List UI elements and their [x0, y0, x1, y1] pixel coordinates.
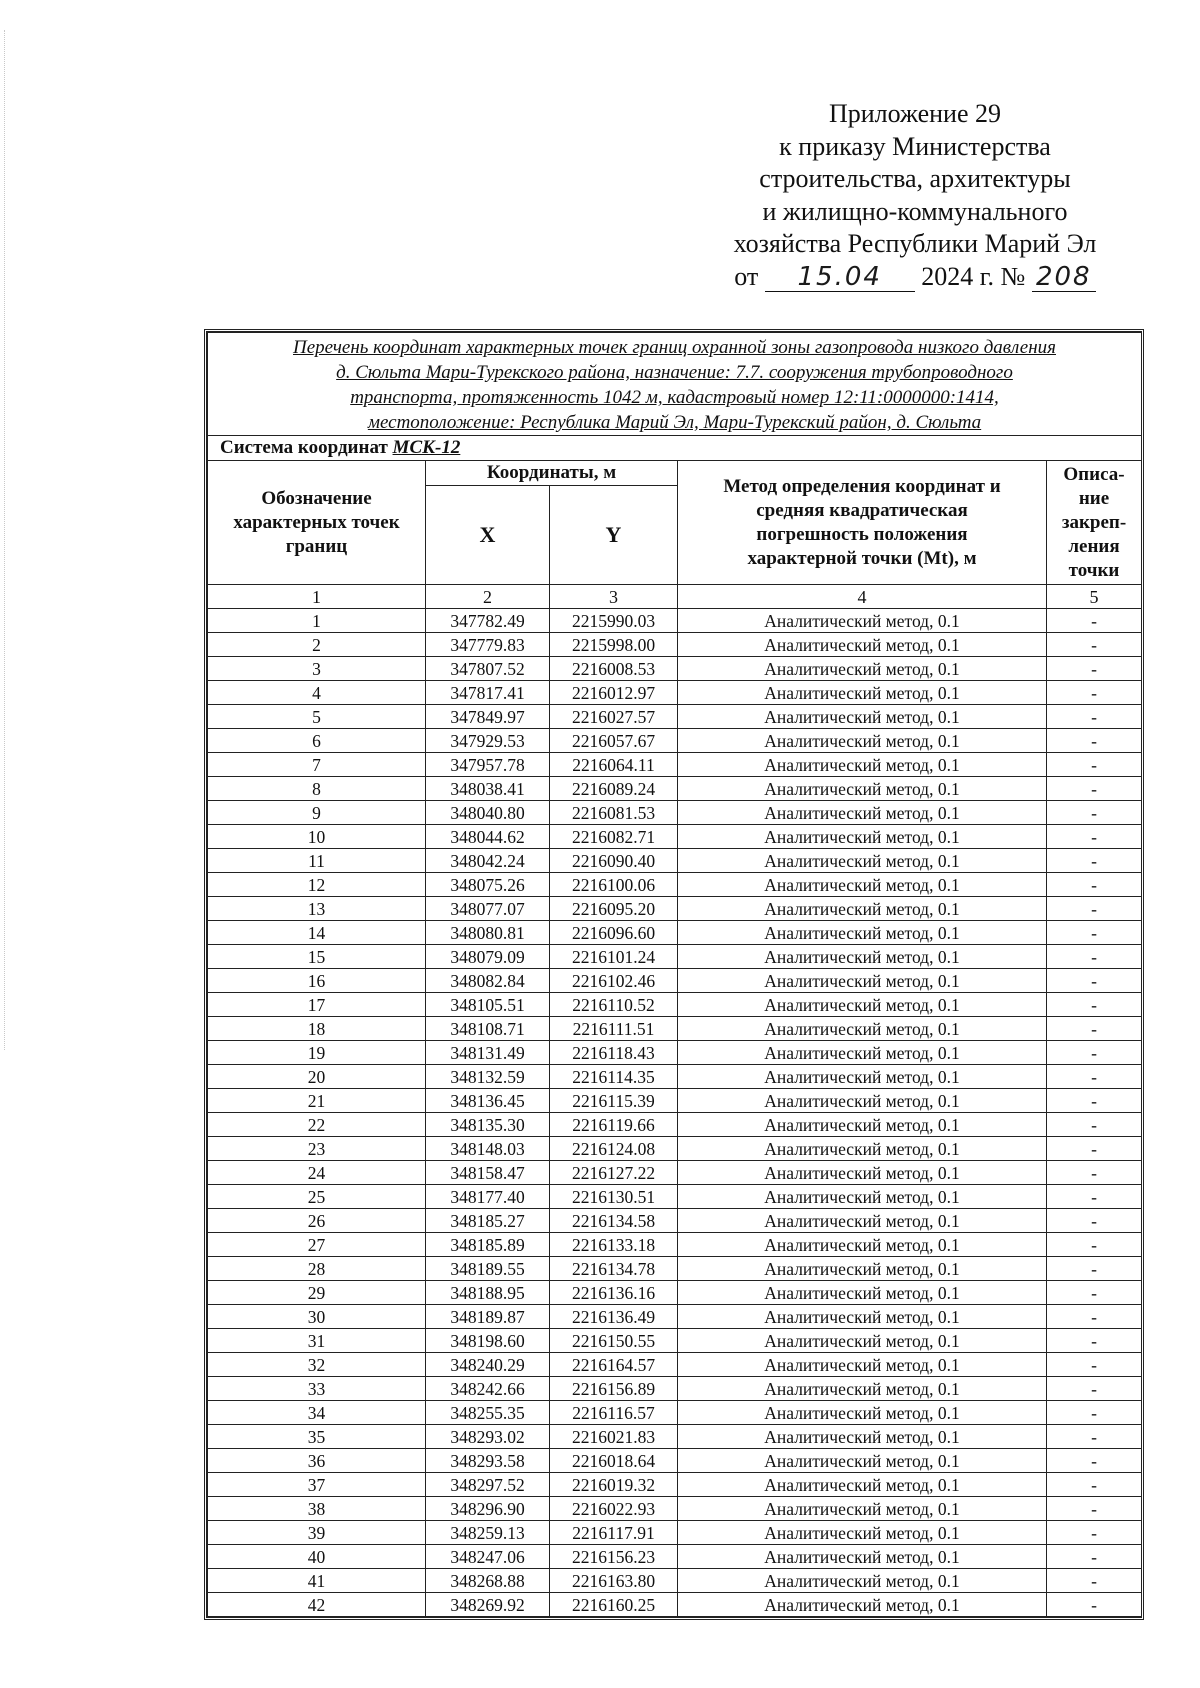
y-coordinate-cell: 2216124.08	[550, 1137, 678, 1161]
coordinates-table	[207, 332, 1142, 1617]
y-coordinate-cell: 2216111.51	[550, 1017, 678, 1041]
description-cell: -	[1047, 657, 1142, 681]
y-coordinate-cell: 2216090.40	[550, 849, 678, 873]
description-cell: -	[1047, 1233, 1142, 1257]
description-cell: -	[1047, 1329, 1142, 1353]
method-cell: Аналитический метод, 0.1	[678, 1497, 1047, 1521]
y-coordinate-cell: 2216012.97	[550, 681, 678, 705]
method-cell: Аналитический метод, 0.1	[678, 1569, 1047, 1593]
method-cell: Аналитический метод, 0.1	[678, 633, 1047, 657]
x-coordinate-cell: 348242.66	[426, 1377, 550, 1401]
description-cell: -	[1047, 1569, 1142, 1593]
x-coordinate-cell: 348080.81	[426, 921, 550, 945]
x-coordinate-cell: 348040.80	[426, 801, 550, 825]
y-coordinate-cell: 2216089.24	[550, 777, 678, 801]
y-coordinate-cell: 2215998.00	[550, 633, 678, 657]
y-coordinate-cell: 2216133.18	[550, 1233, 678, 1257]
x-coordinate-cell: 347807.52	[426, 657, 550, 681]
x-coordinate-cell: 348240.29	[426, 1353, 550, 1377]
description-cell: -	[1047, 825, 1142, 849]
description-cell: -	[1047, 1353, 1142, 1377]
table-row	[208, 969, 1142, 993]
method-cell: Аналитический метод, 0.1	[678, 993, 1047, 1017]
point-designation-header: Обозначение характерных точек границ	[208, 461, 426, 585]
table-row	[208, 945, 1142, 969]
column-index: 1	[208, 585, 426, 609]
table-row	[208, 1521, 1142, 1545]
header-line: Приложение 29	[828, 99, 1002, 128]
point-id-cell: 1	[208, 609, 426, 633]
table-row	[208, 1041, 1142, 1065]
x-coordinate-cell: 347779.83	[426, 633, 550, 657]
y-coordinate-cell: 2216114.35	[550, 1065, 678, 1089]
method-cell: Аналитический метод, 0.1	[678, 705, 1047, 729]
x-coordinate-cell: 348296.90	[426, 1497, 550, 1521]
x-coordinate-cell: 348293.02	[426, 1425, 550, 1449]
table-row	[208, 1329, 1142, 1353]
description-cell: -	[1047, 1161, 1142, 1185]
method-cell: Аналитический метод, 0.1	[678, 1425, 1047, 1449]
description-cell: -	[1047, 1257, 1142, 1281]
x-coordinate-cell: 348177.40	[426, 1185, 550, 1209]
description-cell: -	[1047, 1305, 1142, 1329]
point-id-cell: 32	[208, 1353, 426, 1377]
description-cell: -	[1047, 1113, 1142, 1137]
method-cell: Аналитический метод, 0.1	[678, 1137, 1047, 1161]
point-id-cell: 7	[208, 753, 426, 777]
method-header: Метод определения координат и средняя квадратическая погрешность положения характерной точки (Mt), м	[678, 461, 1047, 585]
table-caption	[208, 333, 1142, 436]
method-cell: Аналитический метод, 0.1	[678, 969, 1047, 993]
header-line: хозяйства Республики Марий Эл	[733, 229, 1097, 258]
point-id-cell: 9	[208, 801, 426, 825]
table-row	[208, 1137, 1142, 1161]
y-coordinate-cell: 2216100.06	[550, 873, 678, 897]
method-cell: Аналитический метод, 0.1	[678, 945, 1047, 969]
y-coordinate-cell: 2216082.71	[550, 825, 678, 849]
description-cell: -	[1047, 1473, 1142, 1497]
handwritten-date: 15.04	[765, 263, 915, 292]
description-cell: -	[1047, 873, 1142, 897]
x-coordinate-cell: 348189.55	[426, 1257, 550, 1281]
description-cell: -	[1047, 921, 1142, 945]
header-line: и жилищно-коммунального	[762, 196, 1068, 226]
method-cell: Аналитический метод, 0.1	[678, 1329, 1047, 1353]
description-cell: -	[1047, 753, 1142, 777]
x-coordinate-cell: 348247.06	[426, 1545, 550, 1569]
method-cell: Аналитический метод, 0.1	[678, 729, 1047, 753]
y-coordinate-cell: 2216160.25	[550, 1593, 678, 1617]
method-cell: Аналитический метод, 0.1	[678, 1065, 1047, 1089]
method-cell: Аналитический метод, 0.1	[678, 1257, 1047, 1281]
table-row	[208, 873, 1142, 897]
table-row	[208, 1065, 1142, 1089]
y-coordinate-cell: 2216117.91	[550, 1521, 678, 1545]
description-cell: -	[1047, 1185, 1142, 1209]
coordinates-header: Координаты, м	[426, 461, 678, 486]
coordinate-system-row	[208, 436, 1142, 461]
y-coordinate-cell: 2216134.58	[550, 1209, 678, 1233]
coordinate-system-value: МСК-12	[392, 437, 461, 458]
x-coordinate-cell: 348185.89	[426, 1233, 550, 1257]
point-id-cell: 28	[208, 1257, 426, 1281]
table-row	[208, 753, 1142, 777]
table-row	[208, 1593, 1142, 1617]
description-cell: -	[1047, 1545, 1142, 1569]
method-cell: Аналитический метод, 0.1	[678, 825, 1047, 849]
point-description-header: Описа- ние закреп- ления точки	[1047, 461, 1142, 585]
x-coordinate-cell: 348077.07	[426, 897, 550, 921]
table-row	[208, 1113, 1142, 1137]
table-row	[208, 681, 1142, 705]
description-cell: -	[1047, 633, 1142, 657]
point-id-cell: 37	[208, 1473, 426, 1497]
point-id-cell: 4	[208, 681, 426, 705]
y-coordinate-cell: 2216110.52	[550, 993, 678, 1017]
table-row	[208, 777, 1142, 801]
y-coordinate-cell: 2216096.60	[550, 921, 678, 945]
method-cell: Аналитический метод, 0.1	[678, 1185, 1047, 1209]
point-id-cell: 2	[208, 633, 426, 657]
column-index-row	[208, 585, 1142, 609]
x-coordinate-cell: 347817.41	[426, 681, 550, 705]
table-row	[208, 1089, 1142, 1113]
description-cell: -	[1047, 1137, 1142, 1161]
description-cell: -	[1047, 1089, 1142, 1113]
point-id-cell: 8	[208, 777, 426, 801]
description-cell: -	[1047, 1593, 1142, 1617]
y-coordinate-cell: 2216136.16	[550, 1281, 678, 1305]
column-index: 4	[678, 585, 1047, 609]
method-cell: Аналитический метод, 0.1	[678, 1545, 1047, 1569]
description-cell: -	[1047, 969, 1142, 993]
description-cell: -	[1047, 681, 1142, 705]
y-coordinate-cell: 2215990.03	[550, 609, 678, 633]
method-cell: Аналитический метод, 0.1	[678, 777, 1047, 801]
method-cell: Аналитический метод, 0.1	[678, 1281, 1047, 1305]
x-coordinate-cell: 348158.47	[426, 1161, 550, 1185]
table-row	[208, 921, 1142, 945]
x-coordinate-cell: 348075.26	[426, 873, 550, 897]
point-id-cell: 6	[208, 729, 426, 753]
point-id-cell: 24	[208, 1161, 426, 1185]
description-cell: -	[1047, 1401, 1142, 1425]
method-cell: Аналитический метод, 0.1	[678, 921, 1047, 945]
method-cell: Аналитический метод, 0.1	[678, 1353, 1047, 1377]
table-row	[208, 1425, 1142, 1449]
x-coordinate-cell: 348297.52	[426, 1473, 550, 1497]
x-coordinate-cell: 347929.53	[426, 729, 550, 753]
point-id-cell: 10	[208, 825, 426, 849]
y-coordinate-cell: 2216019.32	[550, 1473, 678, 1497]
x-coordinate-cell: 348268.88	[426, 1569, 550, 1593]
y-coordinate-cell: 2216156.89	[550, 1377, 678, 1401]
table-frame	[204, 329, 1144, 1620]
method-cell: Аналитический метод, 0.1	[678, 681, 1047, 705]
method-cell: Аналитический метод, 0.1	[678, 1305, 1047, 1329]
x-coordinate-cell: 348293.58	[426, 1449, 550, 1473]
y-coordinate-cell: 2216018.64	[550, 1449, 678, 1473]
coordinate-system-label: Система координат	[220, 437, 388, 458]
y-coordinate-cell: 2216057.67	[550, 729, 678, 753]
point-id-cell: 41	[208, 1569, 426, 1593]
point-id-cell: 27	[208, 1233, 426, 1257]
table-row	[208, 1497, 1142, 1521]
table-row	[208, 657, 1142, 681]
table-row	[208, 849, 1142, 873]
method-cell: Аналитический метод, 0.1	[678, 1041, 1047, 1065]
point-id-cell: 3	[208, 657, 426, 681]
y-coordinate-cell: 2216102.46	[550, 969, 678, 993]
method-cell: Аналитический метод, 0.1	[678, 657, 1047, 681]
x-coordinate-cell: 348079.09	[426, 945, 550, 969]
coordinate-rows	[208, 609, 1142, 1617]
method-cell: Аналитический метод, 0.1	[678, 801, 1047, 825]
x-coordinate-cell: 348038.41	[426, 777, 550, 801]
point-id-cell: 26	[208, 1209, 426, 1233]
x-coordinate-cell: 348135.30	[426, 1113, 550, 1137]
method-cell: Аналитический метод, 0.1	[678, 609, 1047, 633]
table-row	[208, 1353, 1142, 1377]
x-coordinate-cell: 348082.84	[426, 969, 550, 993]
point-id-cell: 19	[208, 1041, 426, 1065]
x-coordinate-cell: 348044.62	[426, 825, 550, 849]
description-cell: -	[1047, 1281, 1142, 1305]
table-row	[208, 609, 1142, 633]
point-id-cell: 17	[208, 993, 426, 1017]
method-cell: Аналитический метод, 0.1	[678, 1161, 1047, 1185]
method-cell: Аналитический метод, 0.1	[678, 1593, 1047, 1617]
description-cell: -	[1047, 1017, 1142, 1041]
point-id-cell: 31	[208, 1329, 426, 1353]
description-cell: -	[1047, 1209, 1142, 1233]
description-cell: -	[1047, 1041, 1142, 1065]
table-row	[208, 1209, 1142, 1233]
y-coordinate-cell: 2216164.57	[550, 1353, 678, 1377]
table-row	[208, 1233, 1142, 1257]
table-row	[208, 993, 1142, 1017]
point-id-cell: 39	[208, 1521, 426, 1545]
point-id-cell: 29	[208, 1281, 426, 1305]
method-cell: Аналитический метод, 0.1	[678, 1209, 1047, 1233]
header-line: строительства, архитектуры	[759, 164, 1071, 193]
table-row	[208, 825, 1142, 849]
y-coordinate-cell: 2216027.57	[550, 705, 678, 729]
y-coordinate-cell: 2216118.43	[550, 1041, 678, 1065]
y-coordinate-cell: 2216150.55	[550, 1329, 678, 1353]
y-header: Y	[550, 486, 678, 585]
caption-line: местоположение: Республика Марий Эл, Мари-Турекский район, д. Сюльта	[367, 412, 982, 433]
point-id-cell: 23	[208, 1137, 426, 1161]
y-coordinate-cell: 2216156.23	[550, 1545, 678, 1569]
x-coordinate-cell: 348148.03	[426, 1137, 550, 1161]
y-coordinate-cell: 2216119.66	[550, 1113, 678, 1137]
y-coordinate-cell: 2216095.20	[550, 897, 678, 921]
method-cell: Аналитический метод, 0.1	[678, 849, 1047, 873]
method-cell: Аналитический метод, 0.1	[678, 1377, 1047, 1401]
y-coordinate-cell: 2216021.83	[550, 1425, 678, 1449]
point-id-cell: 34	[208, 1401, 426, 1425]
description-cell: -	[1047, 1425, 1142, 1449]
point-id-cell: 15	[208, 945, 426, 969]
description-cell: -	[1047, 945, 1142, 969]
description-cell: -	[1047, 1521, 1142, 1545]
point-id-cell: 13	[208, 897, 426, 921]
table-row	[208, 1257, 1142, 1281]
point-id-cell: 14	[208, 921, 426, 945]
y-coordinate-cell: 2216101.24	[550, 945, 678, 969]
column-index: 3	[550, 585, 678, 609]
y-coordinate-cell: 2216134.78	[550, 1257, 678, 1281]
x-coordinate-cell: 347957.78	[426, 753, 550, 777]
point-id-cell: 11	[208, 849, 426, 873]
y-coordinate-cell: 2216130.51	[550, 1185, 678, 1209]
table-row	[208, 1185, 1142, 1209]
point-id-cell: 35	[208, 1425, 426, 1449]
x-coordinate-cell: 347782.49	[426, 609, 550, 633]
appendix-header	[700, 98, 1130, 293]
table-row	[208, 633, 1142, 657]
description-cell: -	[1047, 729, 1142, 753]
table-row	[208, 801, 1142, 825]
point-id-cell: 5	[208, 705, 426, 729]
table-row	[208, 1377, 1142, 1401]
column-index: 2	[426, 585, 550, 609]
description-cell: -	[1047, 801, 1142, 825]
y-coordinate-cell: 2216163.80	[550, 1569, 678, 1593]
method-cell: Аналитический метод, 0.1	[678, 1113, 1047, 1137]
caption-line: д. Сюльта Мари-Турекского района, назначение: 7.7. сооружения трубопроводного	[336, 362, 1013, 383]
coordinates-document	[204, 329, 1144, 1620]
description-cell: -	[1047, 705, 1142, 729]
table-row	[208, 705, 1142, 729]
y-coordinate-cell: 2216116.57	[550, 1401, 678, 1425]
x-coordinate-cell: 348269.92	[426, 1593, 550, 1617]
method-cell: Аналитический метод, 0.1	[678, 1473, 1047, 1497]
method-cell: Аналитический метод, 0.1	[678, 897, 1047, 921]
point-id-cell: 22	[208, 1113, 426, 1137]
method-cell: Аналитический метод, 0.1	[678, 1089, 1047, 1113]
description-cell: -	[1047, 897, 1142, 921]
table-row	[208, 729, 1142, 753]
point-id-cell: 20	[208, 1065, 426, 1089]
x-coordinate-cell: 348189.87	[426, 1305, 550, 1329]
point-id-cell: 38	[208, 1497, 426, 1521]
method-cell: Аналитический метод, 0.1	[678, 753, 1047, 777]
caption-line: Перечень координат характерных точек границ охранной зоны газопровода низкого давления	[293, 337, 1056, 358]
point-id-cell: 25	[208, 1185, 426, 1209]
caption-line: транспорта, протяженность 1042 м, кадастровый номер 12:11:0000000:1414,	[350, 387, 999, 408]
method-cell: Аналитический метод, 0.1	[678, 1017, 1047, 1041]
table-row	[208, 1449, 1142, 1473]
x-coordinate-cell: 348042.24	[426, 849, 550, 873]
point-id-cell: 36	[208, 1449, 426, 1473]
x-coordinate-cell: 348185.27	[426, 1209, 550, 1233]
y-coordinate-cell: 2216008.53	[550, 657, 678, 681]
x-coordinate-cell: 348131.49	[426, 1041, 550, 1065]
handwritten-number: 208	[1032, 263, 1096, 292]
y-coordinate-cell: 2216064.11	[550, 753, 678, 777]
description-cell: -	[1047, 1065, 1142, 1089]
year-text: 2024 г. №	[921, 261, 1026, 291]
table-row	[208, 1281, 1142, 1305]
description-cell: -	[1047, 1497, 1142, 1521]
point-id-cell: 33	[208, 1377, 426, 1401]
scan-edge-artifact	[4, 30, 5, 1050]
table-row	[208, 1017, 1142, 1041]
method-cell: Аналитический метод, 0.1	[678, 873, 1047, 897]
point-id-cell: 40	[208, 1545, 426, 1569]
header-line: к приказу Министерства	[779, 131, 1051, 161]
point-id-cell: 12	[208, 873, 426, 897]
y-coordinate-cell: 2216022.93	[550, 1497, 678, 1521]
x-coordinate-cell: 348105.51	[426, 993, 550, 1017]
point-id-cell: 30	[208, 1305, 426, 1329]
y-coordinate-cell: 2216081.53	[550, 801, 678, 825]
y-coordinate-cell: 2216136.49	[550, 1305, 678, 1329]
table-row	[208, 1545, 1142, 1569]
method-cell: Аналитический метод, 0.1	[678, 1233, 1047, 1257]
description-cell: -	[1047, 1449, 1142, 1473]
x-coordinate-cell: 348259.13	[426, 1521, 550, 1545]
table-row	[208, 1569, 1142, 1593]
column-index: 5	[1047, 585, 1142, 609]
order-date-line	[700, 261, 1130, 294]
x-coordinate-cell: 348198.60	[426, 1329, 550, 1353]
method-cell: Аналитический метод, 0.1	[678, 1521, 1047, 1545]
table-row	[208, 1401, 1142, 1425]
y-coordinate-cell: 2216115.39	[550, 1089, 678, 1113]
x-coordinate-cell: 348108.71	[426, 1017, 550, 1041]
description-cell: -	[1047, 609, 1142, 633]
x-header: X	[426, 486, 550, 585]
point-id-cell: 42	[208, 1593, 426, 1617]
point-id-cell: 21	[208, 1089, 426, 1113]
x-coordinate-cell: 348188.95	[426, 1281, 550, 1305]
table-row	[208, 897, 1142, 921]
description-cell: -	[1047, 1377, 1142, 1401]
table-row	[208, 1305, 1142, 1329]
method-cell: Аналитический метод, 0.1	[678, 1401, 1047, 1425]
x-coordinate-cell: 348132.59	[426, 1065, 550, 1089]
y-coordinate-cell: 2216127.22	[550, 1161, 678, 1185]
description-cell: -	[1047, 993, 1142, 1017]
table-row	[208, 1473, 1142, 1497]
table-row	[208, 1161, 1142, 1185]
x-coordinate-cell: 348255.35	[426, 1401, 550, 1425]
point-id-cell: 16	[208, 969, 426, 993]
description-cell: -	[1047, 849, 1142, 873]
description-cell: -	[1047, 777, 1142, 801]
method-cell: Аналитический метод, 0.1	[678, 1449, 1047, 1473]
x-coordinate-cell: 348136.45	[426, 1089, 550, 1113]
from-label: от	[734, 261, 759, 291]
point-id-cell: 18	[208, 1017, 426, 1041]
x-coordinate-cell: 347849.97	[426, 705, 550, 729]
